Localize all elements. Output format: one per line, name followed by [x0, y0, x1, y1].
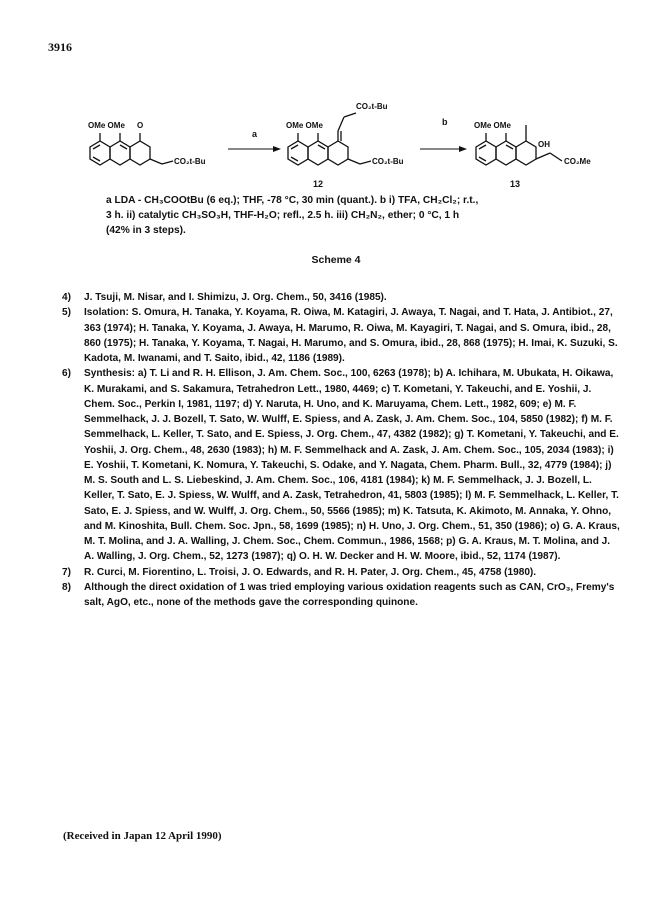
structure-starting-material	[90, 133, 173, 165]
reference-text: R. Curci, M. Fiorentino, L. Troisi, J. O. Edwards, and R. H. Pater, J. Org. Chem., 45, 4758 (1980).	[84, 566, 537, 578]
conditions-line: 3 h. ii) catalytic CH₃SO₃H, THF-H₂O; refl., 2.5 h. iii) CH₂N₂, ether; 0 °C, 1 h	[106, 210, 460, 221]
arrow-label-a: a	[252, 129, 258, 139]
reference-text: Isolation: S. Omura, H. Tanaka, Y. Koyama, R. Oiwa, M. Katagiri, J. Awaya, T. Nagai, and T. Hata, J. Antibiot., 27, 363 (1974); H. Tanaka, Y. Koyama, J. Awaya, H. Marumo, R. Oiwa, M. Kayagiri, T. Nagai, and S. Omura, ibid., 28, 860 (1975); H. Tanaka, Y. Koyama, T. Nagai, H. Marumo, and S. Omura, ibid., 28, 868 (1975); H. Imai, K. Suzuki, S. Kadota, M. Iwanami, and T. Saito, ibid., 42, 1186 (1989).	[84, 307, 618, 364]
reference-list	[62, 290, 622, 610]
reference-item	[62, 366, 622, 564]
ester-group-label: CO₂t-Bu	[174, 157, 206, 166]
hydroxyl-label-13: OH	[538, 140, 550, 149]
reference-number: 5)	[62, 307, 71, 319]
scheme-structures	[80, 95, 620, 195]
page-number: 3916	[48, 40, 72, 54]
reference-number: 4)	[62, 292, 71, 303]
arrow-label-b: b	[442, 117, 448, 127]
carbonyl-oxygen-label: O	[137, 121, 144, 130]
reference-number: 7)	[62, 566, 71, 578]
ester-group-label-12-top: CO₂t-Bu	[356, 102, 388, 111]
reference-number: 8)	[62, 581, 71, 593]
reference-text: Synthesis: a) T. Li and R. H. Ellison, J. Am. Chem. Soc., 100, 6263 (1978); b) A. Ichihara, M. Ubukata, H. Oikawa, K. Murakami, and S. Sakamura, Tetrahedron Lett., 1980, 4469; c) T. Kometani, Y. Takeuchi, and E. Yoshii, J. Chem. Soc., Perkin I, 1981, 1197; d) Y. Naruta, H. Uno, and K. Maruyama, Chem. Lett., 1982, 609; e) M. F. Semmelhack, J. J. Bozell, T. Sato, W. Wulff, E. Spiess, and A. Zask, J. Am. Chem. Soc., 104, 5850 (1982); f) M. F. Semmelhack, L. Keller, T. Sato, and E. Spiess, J. Org. Chem., 47, 4382 (1982); g) T. Kometani, Y. Takeuchi, and E. Yoshii, J. Org. Chem., 48, 2630 (1983); h) M. F. Semmelhack and A. Zask, J. Am. Chem. Soc., 105, 2034 (1983); i) E. Yoshii, T. Kometani, K. Nomura, Y. Takeuchi, S. Odake, and Y. Nagata, Chem. Pharm. Bull., 32, 4779 (1984); j) M. S. South and L. S. Liebeskind, J. Am. Chem. Soc., 106, 4181 (1984); k) M. F. Semmelhack, J. J. Bozell, L. Keller, T. Sato, E. J. Spiess, W. Wulff, and A. Zask, Tetrahedron, 41, 5803 (1985); l) M. F. Semmelhack, L. Keller, T. Sato, E. J. Spiess, and W. Wulff, J. Org. Chem., 50, 5566 (1985); m) K. Tatsuta, K. Akimoto, M. Annaka, Y. Ohno, and M. Kinoshita, Bull. Chem. Soc. Jpn., 58, 1699 (1985); n) H. Uno, J. Org. Chem., 51, 350 (1986); o) G. A. Kraus, M. T. Molina, and J. A. Walling, J. Chem. Soc., Chem. Commun., 1986, 1568; p) G. A. Kraus, M. T. Molina, and J. A. Walling, J. Org. Chem., 52, 1273 (1987); q) O. H. W. Decker and H. W. Moore, ibid., 52, 1174 (1987).	[84, 368, 620, 563]
methyl-ester-label-13: CO₂Me	[564, 157, 591, 166]
reference-text: J. Tsuji, M. Nisar, and I. Shimizu, J. Org. Chem., 50, 3416 (1985).	[84, 292, 387, 303]
ester-group-label-12: CO₂t-Bu	[372, 157, 404, 166]
ome-label-12: OMe OMe	[286, 121, 323, 130]
scheme-title: Scheme 4	[311, 254, 361, 266]
compound-number-12: 12	[313, 179, 324, 189]
reference-item	[62, 565, 622, 580]
conditions-line: a LDA - CH₃COOtBu (6 eq.); THF, -78 °C, 30 min (quant.). b i) TFA, CH₂Cl₂; r.t.,	[106, 195, 479, 206]
reference-item	[62, 290, 622, 305]
ome-label: OMe OMe	[88, 121, 125, 130]
received-date: (Received in Japan 12 April 1990)	[63, 830, 222, 842]
reaction-conditions	[106, 193, 576, 238]
reference-text: Although the direct oxidation of 1 was tried employing various oxidation reagents such as CAN, CrO₃, Fremy's salt, AgO, etc., none of the methods gave the corresponding quinone.	[84, 581, 615, 608]
reference-number: 6)	[62, 368, 71, 380]
reference-item	[62, 580, 622, 611]
compound-number-13: 13	[510, 179, 521, 189]
reaction-scheme	[80, 95, 620, 195]
ome-label-13: OMe OMe	[474, 121, 511, 130]
reference-item	[62, 305, 622, 366]
conditions-line: (42% in 3 steps).	[106, 225, 186, 236]
